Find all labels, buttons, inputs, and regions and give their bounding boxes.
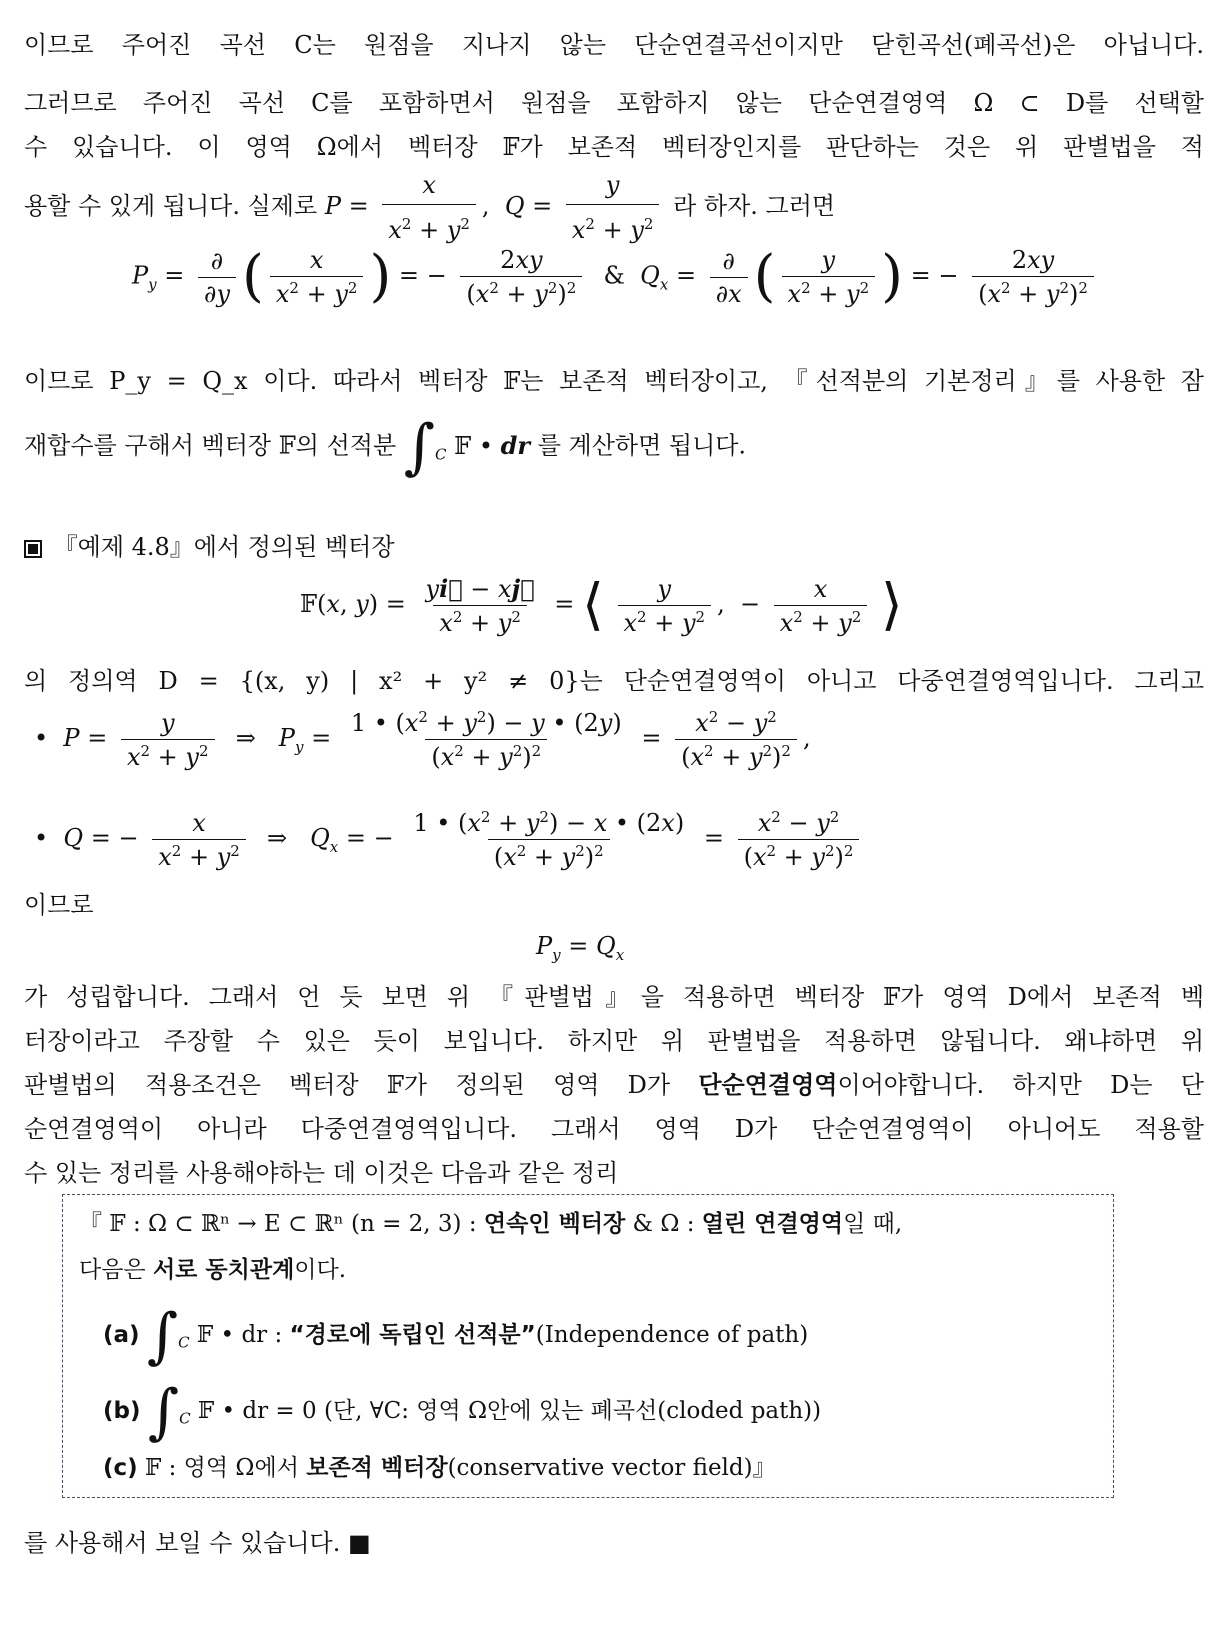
- para2-line1: 이므로 P_y = Q_x 이다. 따라서 벡터장 𝔽는 보존적 벡터장이고, 『선적분의 기본정리』를 사용한 잠: [24, 367, 1204, 395]
- p-q-definition: P = $\frac{x}{x^2 + y^2}$ , Q = $\frac{y}{x^2 + y^2}$: [325, 192, 673, 220]
- para2-line2: 재합수를 구해서 벡터장 𝔽의 선적분 $\int_C$ 𝔽 • dr 를 계산하면 됩니다.: [24, 412, 747, 482]
- integral-sign: ∫: [403, 412, 436, 482]
- example-heading-text: 『예제 4.8』에서 정의된 벡터장: [53, 533, 395, 561]
- theorem-line2-b: 이다.: [294, 1257, 347, 1283]
- para2-line2-suffix: 를 계산하면 됩니다.: [537, 431, 747, 460]
- item-b-label: (b): [103, 1398, 141, 1424]
- theorem-line2: [79, 1253, 346, 1287]
- item-c-english: (conservative vector field)』: [447, 1455, 776, 1481]
- example-heading: [24, 530, 395, 564]
- para1-line3: 수 있습니다. 이 영역 Ω에서 벡터장 𝔽가 보존적 벡터장인지를 판단하는 것은 위 판별법을 적: [24, 133, 1204, 161]
- py-derivation: • P = $\frac{y}{x^2 + y^2}$ ⇒ $P_y$ = $\frac{1 • (x^2 + y^2) - y • (2y)}{(x^2 + y^2)^2}$ = $\frac{x^2 - y^2}{(x^2 + y^2)^2}$ ,: [34, 708, 811, 771]
- vector-field-definition: 𝔽(x, y) = $\frac{yi⃗ - xj⃗}{x^2 + y^2}$ = ⟨ $\frac{y}{x^2 + y^2}$ , − $\frac{x}{x^2 + y^2}$ ⟩: [300, 572, 903, 638]
- theorem-line2-a: 다음은: [79, 1257, 153, 1283]
- py-equals-qx: $P_y = Q_x$: [536, 932, 625, 964]
- qx-derivation: • Q = − $\frac{x}{x^2 + y^2}$ ⇒ $Q_x$ = − $\frac{1 • (x^2 + y^2) - x • (2x)}{(x^2 + y^2)^2}$ = $\frac{x^2 - y^2}{(x^2 + y^2)^2}$: [34, 808, 865, 871]
- theorem-line1-c: 일 때,: [843, 1211, 903, 1237]
- integral-sign: ∫: [146, 1301, 179, 1371]
- integral-sign: ∫: [147, 1377, 180, 1447]
- partial-derivatives-equation: $P_y$ = $\frac{\partial}{\partial y}$ ( $\frac{x}{x^2 + y^2}$ ) = − $\frac{2xy}{(x^2 + y^2)^2}$ & $Q_x$ = $\frac{\partial}{\partial x}$ ( $\frac{y}{x^2 + y^2}$ ) = − $\frac{2xy}{(x^2 + y^2)^2}$: [132, 246, 1100, 308]
- para3-line1: 가 성립합니다. 그래서 언 듯 보면 위 『판별법』을 적용하면 벡터장 𝔽가 영역 D에서 보존적 벡: [24, 983, 1204, 1011]
- para3-line3-b: 이어야합니다. 하지만 D는 단: [837, 1071, 1204, 1099]
- continuous-field-bold: 연속인 벡터장: [483, 1211, 626, 1237]
- domain-line: 의 정의역 D = {(x, y) | x² + y² ≠ 0}는 단순연결영역이 아니고 다중연결영역입니다. 그리고: [24, 667, 1204, 695]
- para1-line4: [24, 168, 835, 247]
- para1-line4-prefix: 용할 수 있게 됩니다. 실제로: [24, 192, 318, 220]
- theorem-box: [62, 1194, 1114, 1498]
- therefore-label: 이므로: [24, 891, 94, 919]
- conservative-field-bold: 보존적 벡터장: [306, 1455, 448, 1481]
- para2-line2-prefix: 재합수를 구해서 벡터장 𝔽의 선적분: [24, 431, 397, 460]
- para3-line4: 순연결영역이 아니라 다중연결영역입니다. 그래서 영역 D가 단순연결영역이 아니어도 적용할: [24, 1115, 1204, 1143]
- para3-line3-a: 판별법의 적용조건은 벡터장 𝔽가 정의된 영역 D가: [24, 1071, 699, 1099]
- para3-line5: 수 있는 정리를 사용해야하는 데 이것은 다음과 같은 정리: [24, 1159, 619, 1187]
- para1-line1: 이므로 주어진 곡선 C는 원점을 지나지 않는 단순연결곡선이지만 닫힌곡선(폐곡선)은 아닙니다.: [24, 31, 1204, 59]
- path-independent-bold: “경로에 독립인 선적분”: [289, 1322, 536, 1348]
- line-integral-expression: 𝔽 • dr: [454, 430, 531, 460]
- filled-square-icon: [24, 540, 42, 558]
- theorem-item-b: (b) $\int_C$ 𝔽 • dr = 0 (단, ∀C: 영역 Ω안에 있는 폐곡선(cloded path)): [103, 1377, 822, 1447]
- para3-line3: [24, 1068, 1204, 1102]
- para3-line2: 터장이라고 주장할 수 있은 듯이 보입니다. 하지만 위 판별법을 적용하면 않됩니다. 왜냐하면 위: [24, 1027, 1204, 1055]
- para1-line2: 그러므로 주어진 곡선 C를 포함하면서 원점을 포함하지 않는 단순연결영역 Ω ⊂ D를 선택할: [24, 89, 1204, 117]
- theorem-line1: [79, 1207, 902, 1241]
- theorem-item-a: (a) $\int_C$ 𝔽 • dr : “경로에 독립인 선적분”(Independence of path): [103, 1301, 809, 1371]
- item-a-label: (a): [103, 1322, 140, 1348]
- simply-connected-bold: 단순연결영역: [698, 1071, 838, 1099]
- open-connected-bold: 열린 연결영역: [701, 1211, 844, 1237]
- theorem-item-c: [103, 1451, 776, 1485]
- item-c-label: (c): [103, 1455, 138, 1481]
- equivalent-bold: 서로 동치관계: [152, 1257, 295, 1283]
- item-a-text: 𝔽 • dr :: [196, 1322, 290, 1348]
- item-c-text: 𝔽 : 영역 Ω에서: [144, 1455, 307, 1481]
- closing-line: 를 사용해서 보일 수 있습니다. ■: [24, 1529, 371, 1557]
- theorem-line1-a: 『 𝔽 : Ω ⊂ ℝⁿ → E ⊂ ℝⁿ (n = 2, 3) :: [79, 1211, 484, 1237]
- para1-line4-suffix: 라 하자. 그러면: [673, 192, 836, 220]
- theorem-line1-b: & Ω :: [625, 1211, 702, 1237]
- item-b-text: 𝔽 • dr = 0 (단, ∀C: 영역 Ω안에 있는 폐곡선(cloded path)): [197, 1398, 822, 1424]
- item-a-english: (Independence of path): [535, 1322, 809, 1348]
